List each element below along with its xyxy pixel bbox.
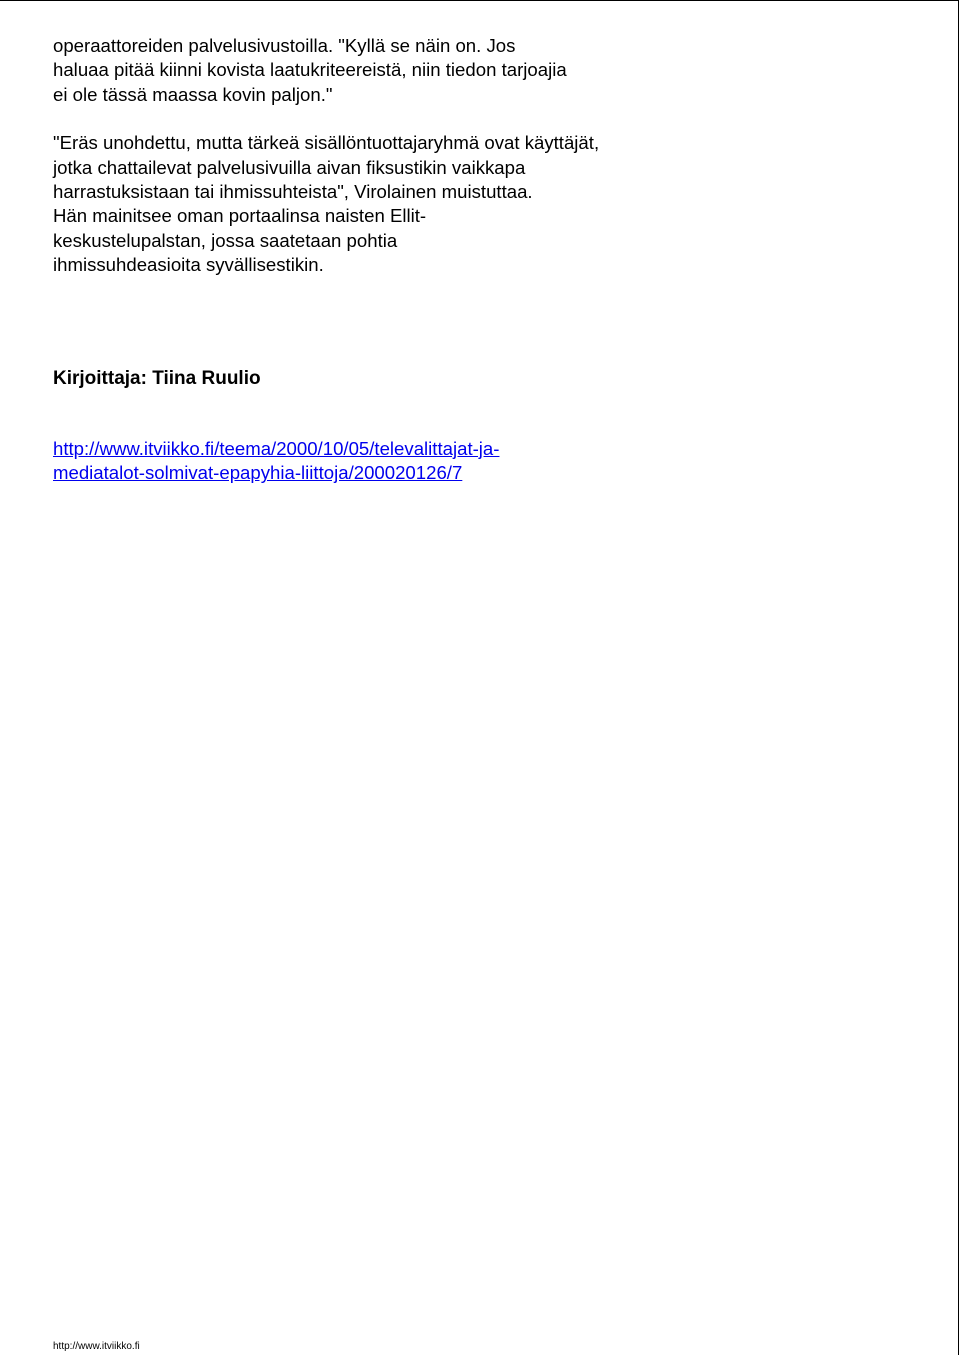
footer-url: http://www.itviikko.fi bbox=[53, 1341, 140, 1352]
article-paragraph-2: "Eräs unohdettu, mutta tärkeä sisällöntuottajaryhmä ovat käyttäjät, jotka chattailevat palvelusivuilla aivan fiksustikin vaikkapa harrastuksistaan tai ihmissuhteista", Virolainen muistuttaa. Hän mainitsee oman portaalinsa naisten Ellit- keskustelupalstan, jossa saatetaan pohtia ihmissuhdeasioita syvällisestikin. bbox=[53, 132, 600, 276]
source-link[interactable]: http://www.itviikko.fi/teema/2000/10/05/televalittajat-ja- mediatalot-solmivat-epapyhia-liittoja/200020126/7 bbox=[53, 438, 500, 484]
article-body bbox=[53, 34, 693, 278]
article-paragraph-1: operaattoreiden palvelusivustoilla. "Kyllä se näin on. Jos haluaa pitää kiinni kovista laatukriteereistä, niin tiedon tarjoajia ei ole tässä maassa kovin paljon." bbox=[53, 35, 567, 105]
page-right-border bbox=[958, 0, 959, 1355]
author-line: Kirjoittaja: Tiina Ruulio bbox=[53, 368, 261, 389]
page-top-border bbox=[0, 0, 958, 1]
